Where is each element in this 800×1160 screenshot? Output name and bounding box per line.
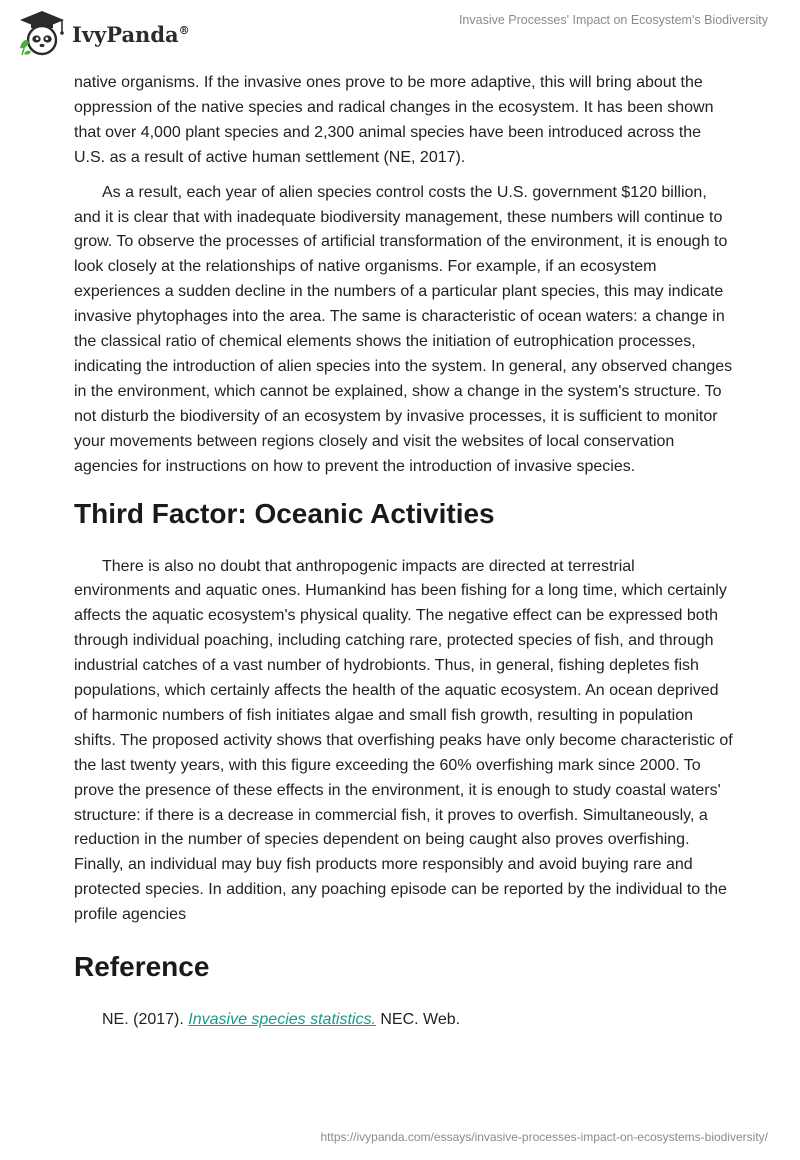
section-heading-reference: Reference bbox=[74, 951, 210, 983]
page-header bbox=[0, 0, 800, 66]
paragraph-3: There is also no doubt that anthropogenic impacts are directed at terrestrial environments and aquatic ones. Humankind has been fishing for a long time, which certainly affects the aquatic ecosystem's physical quality. The negative effect can be expressed both through individual poaching, including catching rare, protected species of fish, and through industrial catches of a vast number of hydrobionts. Thus, in general, fishing depletes fish populations, which certainly affects the health of the aquatic ecosystem. An ocean deprived of harmonic numbers of fish initiates algae and small fish growth, resulting in population shifts. The proposed activity shows that overfishing peaks have only become characteristic of the last twenty years, with this figure exceeding the 60% overfishing mark since 2000. To prove the presence of these effects in the environment, it is enough to study coastal waters' structure: if there is a decrease in commercial fish, it proves to overfish. Simultaneously, a reduction in the number of species dependent on being caught also proves overfishing. Finally, an individual may buy fish products more responsibly and avoid buying rare and protected species. In addition, any poaching episode can be reported by the individual to the profile agencies bbox=[74, 557, 733, 924]
section-heading-third-factor: Third Factor: Oceanic Activities bbox=[74, 497, 495, 529]
reference-suffix: NEC. Web. bbox=[380, 1011, 461, 1029]
document-title: Invasive Processes' Impact on Ecosystem's Biodiversity bbox=[458, 13, 768, 27]
reference-link[interactable]: Invasive species statistics. bbox=[188, 1011, 376, 1029]
ivypanda-logo[interactable] bbox=[14, 8, 190, 58]
footer-url[interactable]: https://ivypanda.com/essays/invasive-processes-impact-on-ecosystems-biodiversity/ bbox=[320, 1130, 768, 1144]
paragraph-1: native organisms. If the invasive ones prove to be more adaptive, this will bring about the oppression of the native species and radical changes in the ecosystem. It has been shown that over 4,000 plant species and 2,300 animal species have been introduced across the U.S. as a result of active human settlement (NE, 2017). bbox=[74, 74, 714, 166]
panda-graduate-icon bbox=[14, 8, 70, 58]
registered-mark: ® bbox=[178, 23, 190, 37]
logo-text bbox=[72, 22, 190, 47]
paragraph-2: As a result, each year of alien species control costs the U.S. government $120 billion, and it is clear that with inadequate biodiversity management, these numbers will continue to grow. To observe the processes of artificial transformation of the environment, it is enough to look closely at the relationships of native organisms. For example, if an ecosystem experiences a sudden decline in the numbers of a particular plant species, this may indicate invasive phytophages into the area. The same is characteristic of ocean waters: a change in the classical ratio of chemical elements shows the initiation of eutrophication processes, indicating the introduction of alien species into the system. In general, any observed changes in the environment, which cannot be explained, show a change in the system's structure. To not disturb the biodiversity of an ecosystem by invasive processes, it is sufficient to monitor your movements between regions closely and visit the websites of local conservation agencies for instructions on how to prevent the introduction of invasive species. bbox=[74, 183, 733, 475]
logo-wordmark: IvyPanda bbox=[72, 21, 179, 47]
essay-content bbox=[74, 71, 734, 1033]
reference-entry bbox=[74, 1008, 734, 1033]
reference-prefix: NE. (2017). bbox=[102, 1011, 184, 1029]
